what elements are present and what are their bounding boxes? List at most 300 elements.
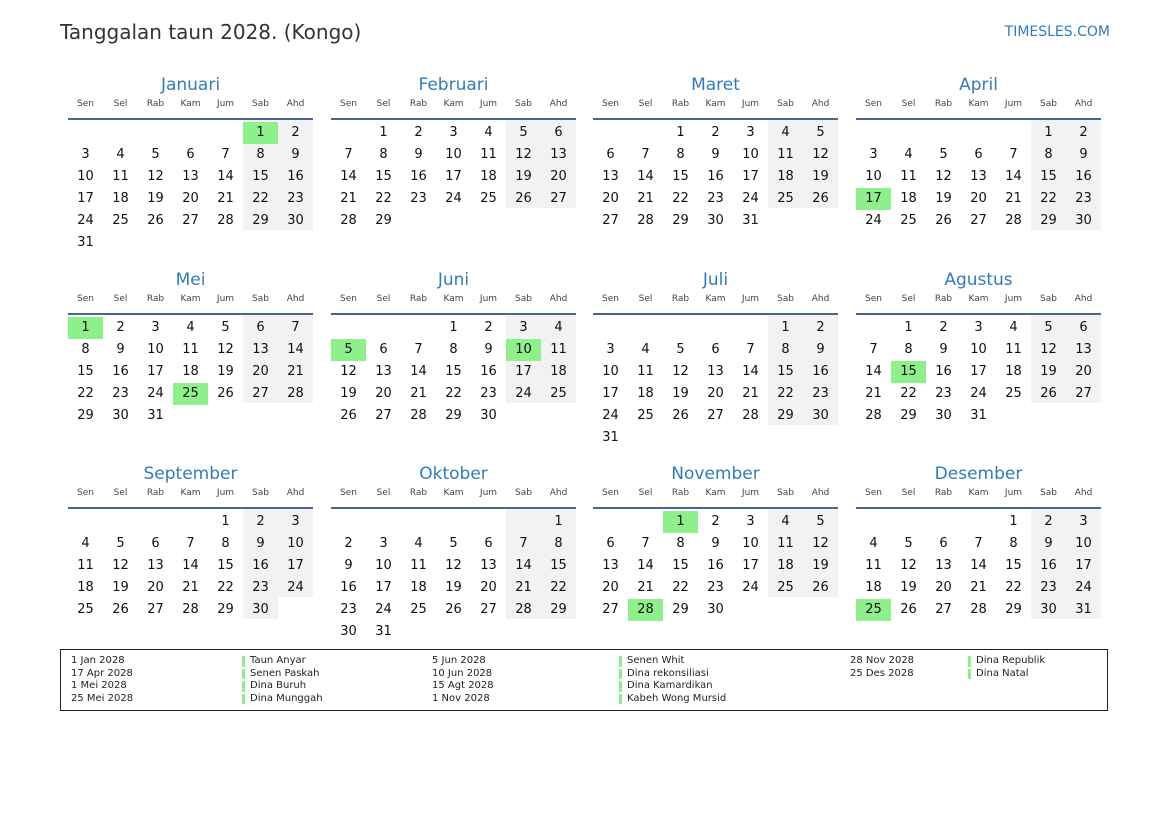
day-cell: 6 <box>554 125 563 140</box>
day-cell: 15 <box>550 558 567 573</box>
weekday-header: Jum <box>741 99 760 109</box>
day-cell: 31 <box>77 235 94 250</box>
day-cell: 1 <box>1009 514 1018 529</box>
day-cell: 25 <box>77 602 94 617</box>
legend-markers <box>242 655 245 705</box>
weekday-header: Sel <box>376 99 391 109</box>
day-cell: 21 <box>970 580 987 595</box>
weekday-header: Kam <box>180 99 201 109</box>
day-cell: 15 <box>252 169 269 184</box>
month-name: Februari <box>418 75 489 95</box>
day-cell: 1 <box>554 514 563 529</box>
weekday-header: Rab <box>409 99 428 109</box>
header-rule <box>856 118 1101 120</box>
day-cell: 30 <box>1075 213 1092 228</box>
day-cell: 31 <box>742 213 759 228</box>
day-cell: 5 <box>221 320 230 335</box>
day-cell: 13 <box>252 342 269 357</box>
day-cell: 2 <box>1079 125 1088 140</box>
day-cell: 9 <box>1044 536 1053 551</box>
day-cell: 20 <box>602 580 619 595</box>
weekday-header: Sel <box>638 488 653 498</box>
day-cell: 11 <box>182 342 199 357</box>
day-cell: 20 <box>550 169 567 184</box>
day-cell: 30 <box>707 213 724 228</box>
day-cell: 29 <box>217 602 234 617</box>
day-cell: 13 <box>707 364 724 379</box>
day-cell: 1 <box>449 320 458 335</box>
day-cell: 4 <box>414 536 423 551</box>
day-cell: 22 <box>777 386 794 401</box>
day-cell: 26 <box>217 386 234 401</box>
weekday-header: Jum <box>741 294 760 304</box>
month-name: Desember <box>934 464 1023 484</box>
day-cell: 21 <box>515 580 532 595</box>
holiday-day-cell: 1 <box>243 122 278 144</box>
weekday-header: Sen <box>602 488 619 498</box>
day-cell: 10 <box>445 147 462 162</box>
day-cell: 18 <box>865 580 882 595</box>
day-cell: 16 <box>480 364 497 379</box>
weekday-header: Sen <box>865 294 882 304</box>
weekday-header: Ahd <box>549 294 568 304</box>
site-link[interactable]: TIMESLES.COM <box>1004 24 1110 40</box>
day-cell: 19 <box>812 558 829 573</box>
day-cell: 28 <box>340 213 357 228</box>
day-cell: 7 <box>221 147 230 162</box>
day-cell: 9 <box>116 342 125 357</box>
day-cell: 2 <box>291 125 300 140</box>
day-cell: 23 <box>252 580 269 595</box>
legend-dates <box>432 655 494 705</box>
day-cell: 18 <box>112 191 129 206</box>
header-rule <box>331 507 576 509</box>
day-cell: 19 <box>217 364 234 379</box>
month-name: Juni <box>437 270 470 290</box>
day-cell: 17 <box>1075 558 1092 573</box>
day-cell: 22 <box>217 580 234 595</box>
day-cell: 21 <box>182 580 199 595</box>
weekday-header: Rab <box>409 294 428 304</box>
day-cell: 28 <box>287 386 304 401</box>
day-cell: 6 <box>606 536 615 551</box>
day-cell: 18 <box>1005 364 1022 379</box>
weekday-header: Sen <box>602 99 619 109</box>
day-cell: 13 <box>1075 342 1092 357</box>
weekday-header: Sab <box>1040 488 1057 498</box>
day-cell: 12 <box>900 558 917 573</box>
day-cell: 21 <box>287 364 304 379</box>
month-desember <box>856 463 1101 617</box>
weekday-header: Ahd <box>1074 294 1093 304</box>
weekday-header: Kam <box>968 99 989 109</box>
day-cell: 11 <box>550 342 567 357</box>
month-name: Maret <box>691 75 740 95</box>
day-cell: 31 <box>602 430 619 445</box>
day-cell: 9 <box>291 147 300 162</box>
day-cell: 3 <box>449 125 458 140</box>
day-cell: 2 <box>414 125 423 140</box>
legend-date: 25 Mei 2028 <box>71 692 134 704</box>
day-cell: 8 <box>256 147 265 162</box>
day-cell: 14 <box>515 558 532 573</box>
month-maret <box>593 74 838 228</box>
weekday-header: Kam <box>705 294 726 304</box>
header-rule <box>68 313 313 315</box>
month-name: November <box>671 464 760 484</box>
day-cell: 21 <box>1005 191 1022 206</box>
day-cell: 6 <box>484 536 493 551</box>
day-cell: 29 <box>672 213 689 228</box>
day-cell: 4 <box>484 125 493 140</box>
day-cell: 12 <box>935 169 952 184</box>
day-cell: 12 <box>147 169 164 184</box>
day-cell: 23 <box>287 191 304 206</box>
legend-holiday-name: Dina Kamardikan <box>627 680 713 692</box>
day-cell: 3 <box>746 514 755 529</box>
day-cell: 24 <box>515 386 532 401</box>
day-cell: 24 <box>742 580 759 595</box>
day-cell: 22 <box>672 580 689 595</box>
day-cell: 18 <box>77 580 94 595</box>
day-cell: 18 <box>777 169 794 184</box>
day-cell: 5 <box>816 125 825 140</box>
day-cell: 23 <box>480 386 497 401</box>
day-cell: 8 <box>904 342 913 357</box>
weekday-header: Rab <box>409 488 428 498</box>
day-cell: 27 <box>602 602 619 617</box>
day-cell: 21 <box>637 580 654 595</box>
day-cell: 7 <box>641 147 650 162</box>
day-cell: 28 <box>865 408 882 423</box>
day-cell: 12 <box>1040 342 1057 357</box>
holiday-marker <box>242 656 245 667</box>
weekday-header: Kam <box>968 294 989 304</box>
weekday-header: Sel <box>113 99 128 109</box>
day-cell: 22 <box>672 191 689 206</box>
weekday-header: Sel <box>901 294 916 304</box>
day-cell: 15 <box>375 169 392 184</box>
day-cell: 11 <box>777 536 794 551</box>
day-cell: 16 <box>707 169 724 184</box>
day-cell: 23 <box>340 602 357 617</box>
weekday-header: Sen <box>77 294 94 304</box>
weekday-header: Sen <box>77 99 94 109</box>
day-cell: 15 <box>217 558 234 573</box>
day-cell: 18 <box>777 558 794 573</box>
day-cell: 10 <box>970 342 987 357</box>
weekday-header: Sel <box>113 294 128 304</box>
day-cell: 9 <box>939 342 948 357</box>
day-cell: 16 <box>1040 558 1057 573</box>
day-cell: 1 <box>221 514 230 529</box>
day-cell: 8 <box>554 536 563 551</box>
day-cell: 16 <box>410 169 427 184</box>
day-cell: 9 <box>711 536 720 551</box>
holiday-day-cell: 25 <box>173 383 208 405</box>
day-cell: 27 <box>707 408 724 423</box>
day-cell: 26 <box>812 191 829 206</box>
day-cell: 5 <box>676 342 685 357</box>
day-cell: 27 <box>182 213 199 228</box>
day-cell: 5 <box>519 125 528 140</box>
day-cell: 2 <box>256 514 265 529</box>
legend-holiday-name: Kabeh Wong Mursid <box>627 692 727 704</box>
day-cell: 9 <box>1079 147 1088 162</box>
weekday-header: Rab <box>671 488 690 498</box>
month-februari <box>331 74 576 228</box>
day-cell: 9 <box>711 147 720 162</box>
day-cell: 24 <box>77 213 94 228</box>
weekday-header: Sen <box>77 488 94 498</box>
month-name: Oktober <box>419 464 488 484</box>
weekday-header: Rab <box>934 99 953 109</box>
day-cell: 4 <box>81 536 90 551</box>
day-cell: 30 <box>935 408 952 423</box>
day-cell: 8 <box>379 147 388 162</box>
weekday-header: Ahd <box>1074 99 1093 109</box>
day-cell: 2 <box>116 320 125 335</box>
day-cell: 28 <box>217 213 234 228</box>
day-cell: 7 <box>1009 147 1018 162</box>
day-cell: 20 <box>147 580 164 595</box>
day-cell: 5 <box>904 536 913 551</box>
day-cell: 25 <box>410 602 427 617</box>
day-cell: 14 <box>182 558 199 573</box>
day-cell: 27 <box>1075 386 1092 401</box>
month-november <box>593 463 838 617</box>
day-cell: 14 <box>637 169 654 184</box>
day-cell: 1 <box>904 320 913 335</box>
day-cell: 9 <box>414 147 423 162</box>
day-cell: 7 <box>974 536 983 551</box>
holiday-marker <box>242 681 245 692</box>
day-cell: 25 <box>900 213 917 228</box>
day-cell: 17 <box>742 169 759 184</box>
day-cell: 24 <box>1075 580 1092 595</box>
legend-holiday-name: Dina Buruh <box>250 680 307 692</box>
month-mei <box>68 269 313 423</box>
day-cell: 27 <box>480 602 497 617</box>
weekday-header: Sab <box>777 294 794 304</box>
day-cell: 8 <box>676 147 685 162</box>
day-cell: 18 <box>900 191 917 206</box>
weekday-header: Sel <box>901 488 916 498</box>
day-cell: 18 <box>550 364 567 379</box>
day-cell: 12 <box>515 147 532 162</box>
day-cell: 12 <box>445 558 462 573</box>
day-cell: 16 <box>340 580 357 595</box>
day-cell: 5 <box>816 514 825 529</box>
day-cell: 18 <box>410 580 427 595</box>
day-cell: 13 <box>147 558 164 573</box>
weekday-header: Sen <box>865 99 882 109</box>
month-name: Agustus <box>944 270 1013 290</box>
day-cell: 24 <box>287 580 304 595</box>
weekday-header: Jum <box>216 294 235 304</box>
header-rule <box>593 118 838 120</box>
day-cell: 30 <box>812 408 829 423</box>
day-cell: 30 <box>287 213 304 228</box>
weekday-header: Kam <box>180 488 201 498</box>
weekday-header: Kam <box>180 294 201 304</box>
day-cell: 27 <box>147 602 164 617</box>
day-cell: 31 <box>147 408 164 423</box>
legend-date: 1 Nov 2028 <box>432 692 490 704</box>
weekday-header: Rab <box>146 294 165 304</box>
day-cell: 9 <box>484 342 493 357</box>
legend-date: 17 Apr 2028 <box>71 667 133 679</box>
day-cell: 22 <box>900 386 917 401</box>
day-cell: 10 <box>865 169 882 184</box>
weekday-header: Rab <box>146 488 165 498</box>
legend-holiday-name: Dina Republik <box>976 655 1046 666</box>
day-cell: 6 <box>379 342 388 357</box>
legend-date: 1 Mei 2028 <box>71 680 127 692</box>
header-rule <box>593 507 838 509</box>
weekday-header: Kam <box>705 99 726 109</box>
day-cell: 23 <box>1040 580 1057 595</box>
holiday-marker <box>242 669 245 680</box>
day-cell: 7 <box>291 320 300 335</box>
weekday-header: Sab <box>777 99 794 109</box>
day-cell: 29 <box>445 408 462 423</box>
day-cell: 3 <box>1079 514 1088 529</box>
day-cell: 16 <box>112 364 129 379</box>
day-cell: 13 <box>550 147 567 162</box>
day-cell: 8 <box>221 536 230 551</box>
day-cell: 28 <box>970 602 987 617</box>
weekday-header: Sab <box>777 488 794 498</box>
day-cell: 22 <box>375 191 392 206</box>
day-cell: 16 <box>707 558 724 573</box>
day-cell: 13 <box>480 558 497 573</box>
weekday-header: Sel <box>901 99 916 109</box>
day-cell: 14 <box>865 364 882 379</box>
legend-holiday-name: Dina Munggah <box>250 692 323 704</box>
day-cell: 10 <box>147 342 164 357</box>
holiday-marker <box>968 669 971 680</box>
day-cell: 23 <box>112 386 129 401</box>
day-cell: 20 <box>1075 364 1092 379</box>
day-cell: 23 <box>1075 191 1092 206</box>
day-cell: 20 <box>970 191 987 206</box>
day-cell: 13 <box>602 558 619 573</box>
legend-markers <box>968 655 971 680</box>
month-januari <box>68 74 313 250</box>
day-cell: 5 <box>449 536 458 551</box>
day-cell: 29 <box>550 602 567 617</box>
day-cell: 7 <box>746 342 755 357</box>
page-title: Tanggalan taun 2028. (Kongo) <box>60 20 362 44</box>
day-cell: 21 <box>217 191 234 206</box>
day-cell: 4 <box>186 320 195 335</box>
day-cell: 11 <box>777 147 794 162</box>
day-cell: 30 <box>1040 602 1057 617</box>
day-cell: 4 <box>641 342 650 357</box>
day-cell: 2 <box>484 320 493 335</box>
day-cell: 3 <box>81 147 90 162</box>
day-cell: 6 <box>711 342 720 357</box>
day-cell: 1 <box>676 125 685 140</box>
day-cell: 21 <box>865 386 882 401</box>
weekday-header: Jum <box>1004 294 1023 304</box>
day-cell: 7 <box>414 342 423 357</box>
weekday-header: Sab <box>252 488 269 498</box>
day-cell: 11 <box>637 364 654 379</box>
day-cell: 17 <box>970 364 987 379</box>
day-cell: 16 <box>287 169 304 184</box>
weekday-header: Sab <box>515 488 532 498</box>
weekday-header: Sab <box>252 294 269 304</box>
day-cell: 25 <box>637 408 654 423</box>
month-agustus <box>856 269 1101 423</box>
day-cell: 10 <box>1075 536 1092 551</box>
holiday-day-cell: 28 <box>628 599 663 621</box>
legend-date: 10 Jun 2028 <box>432 667 493 679</box>
holiday-day-cell: 10 <box>506 339 541 361</box>
weekday-header: Jum <box>1004 488 1023 498</box>
day-cell: 26 <box>935 213 952 228</box>
legend-holiday-name: Senen Paskah <box>250 667 320 679</box>
day-cell: 19 <box>445 580 462 595</box>
day-cell: 29 <box>1005 602 1022 617</box>
weekday-header: Ahd <box>811 294 830 304</box>
day-cell: 12 <box>672 364 689 379</box>
holiday-day-cell: 17 <box>856 188 891 210</box>
day-cell: 29 <box>900 408 917 423</box>
day-cell: 10 <box>287 536 304 551</box>
weekday-header: Kam <box>443 99 464 109</box>
day-cell: 14 <box>637 558 654 573</box>
day-cell: 21 <box>410 386 427 401</box>
day-cell: 1 <box>1044 125 1053 140</box>
day-cell: 3 <box>869 147 878 162</box>
legend-names <box>627 655 726 705</box>
legend-dates <box>850 655 914 680</box>
day-cell: 17 <box>515 364 532 379</box>
day-cell: 10 <box>375 558 392 573</box>
day-cell: 23 <box>707 580 724 595</box>
day-cell: 11 <box>900 169 917 184</box>
day-cell: 11 <box>77 558 94 573</box>
weekday-header: Ahd <box>811 99 830 109</box>
legend-date: 5 Jun 2028 <box>432 655 486 666</box>
day-cell: 21 <box>742 386 759 401</box>
day-cell: 7 <box>641 536 650 551</box>
day-cell: 1 <box>379 125 388 140</box>
day-cell: 5 <box>151 147 160 162</box>
day-cell: 19 <box>935 191 952 206</box>
day-cell: 5 <box>939 147 948 162</box>
weekday-header: Sab <box>1040 294 1057 304</box>
month-name: April <box>959 75 998 95</box>
weekday-header: Sen <box>340 488 357 498</box>
day-cell: 20 <box>252 364 269 379</box>
legend-holiday-name: Senen Whit <box>627 655 685 666</box>
weekday-header: Ahd <box>286 294 305 304</box>
weekday-header: Sen <box>865 488 882 498</box>
day-cell: 26 <box>112 602 129 617</box>
day-cell: 22 <box>77 386 94 401</box>
header-rule <box>856 507 1101 509</box>
holiday-day-cell: 15 <box>891 361 926 383</box>
day-cell: 11 <box>480 147 497 162</box>
day-cell: 15 <box>672 558 689 573</box>
weekday-header: Sab <box>515 294 532 304</box>
day-cell: 22 <box>1005 580 1022 595</box>
day-cell: 6 <box>974 147 983 162</box>
